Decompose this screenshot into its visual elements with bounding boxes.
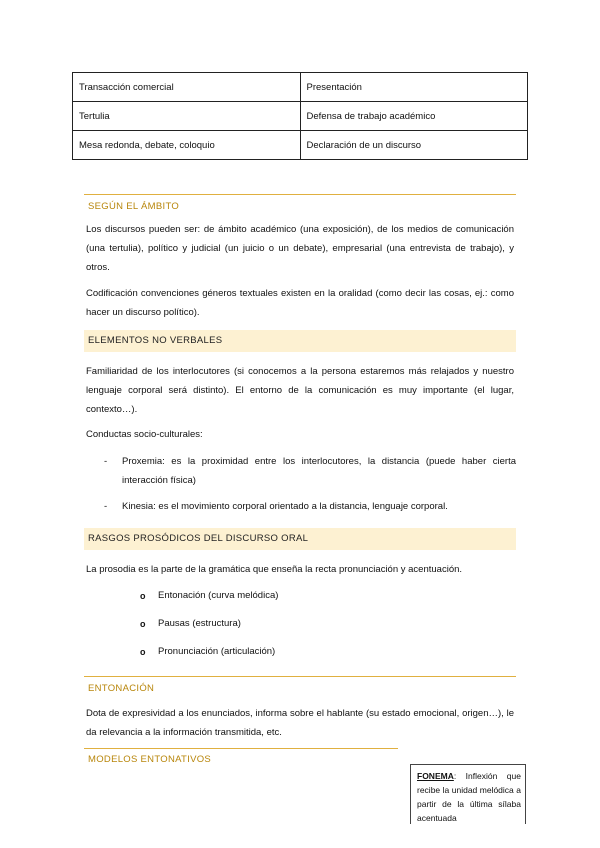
bullet-marker: o: [140, 646, 146, 657]
table-cell: Mesa redonda, debate, coloquio: [73, 131, 301, 160]
bullet-marker: o: [140, 590, 146, 601]
list-item: [104, 497, 516, 516]
section-heading-ambito: SEGÚN EL ÁMBITO: [84, 194, 516, 212]
paragraph-entonacion: Dota de expresividad a los enunciados, informa sobre el hablante (su estado emocional, origen…), le da relevancia a la información transmitida, etc.: [86, 708, 514, 738]
list-item-text: Kinesia: es el movimiento corporal orientado a la distancia, lenguaje corporal.: [122, 501, 448, 512]
paragraph-no-verbales-2: Conductas socio-culturales:: [86, 429, 203, 440]
table-row: [73, 73, 528, 102]
list-item-text: Entonación (curva melódica): [158, 590, 279, 601]
table-cell: Transacción comercial: [73, 73, 301, 102]
bullet-marker: o: [140, 618, 146, 629]
fonema-note-box: [410, 764, 526, 824]
section-heading-entonacion: ENTONACIÓN: [84, 676, 516, 694]
list-item-text: Proxemia: es la proximidad entre los interlocutores, la distancia (puede haber cierta interacción física): [122, 456, 516, 486]
list-item: [140, 590, 278, 601]
list-item-text: Pausas (estructura): [158, 618, 241, 629]
section-heading-prosodicos: RASGOS PROSÓDICOS DEL DISCURSO ORAL: [84, 528, 516, 550]
table-row: [73, 102, 528, 131]
section-divider: [84, 748, 398, 749]
list-item: [140, 646, 275, 657]
list-item: [104, 452, 516, 490]
paragraph-no-verbales-1: Familiaridad de los interlocutores (si conocemos a la persona estaremos más relajados y nuestro lenguaje corporal será distinto). El entorno de la comunicación es muy importante (el lugar, contexto…).: [86, 366, 514, 415]
discourse-types-table: [72, 72, 528, 160]
table-row: [73, 131, 528, 160]
list-item-text: Pronunciación (articulación): [158, 646, 276, 657]
table-cell: Presentación: [300, 73, 528, 102]
list-item: [140, 618, 241, 629]
paragraph-ambito-2: Codificación convenciones géneros textuales existen en la oralidad (como decir las cosas, ej.: como hacer un discurso político).: [86, 288, 514, 318]
section-heading-no-verbales: ELEMENTOS NO VERBALES: [84, 330, 516, 352]
paragraph-ambito-1: Los discursos pueden ser: de ámbito académico (una exposición), de los medios de comunicación (una tertulia), político y judicial (un juicio o un debate), empresarial (una entrevista de trabajo), y otros.: [86, 224, 514, 273]
table-cell: Defensa de trabajo académico: [300, 102, 528, 131]
table-cell: Declaración de un discurso: [300, 131, 528, 160]
table-cell: Tertulia: [73, 102, 301, 131]
note-term: FONEMA: [417, 771, 454, 781]
paragraph-prosodicos: La prosodia es la parte de la gramática que enseña la recta pronunciación y acentuación.: [86, 564, 463, 575]
bullet-marker: -: [104, 501, 108, 512]
section-heading-modelos: MODELOS ENTONATIVOS: [88, 754, 212, 765]
note-text: : Inflexión que recibe la unidad melódica a partir de la última sílaba acentuada: [417, 771, 521, 823]
bullet-marker: -: [104, 456, 108, 467]
